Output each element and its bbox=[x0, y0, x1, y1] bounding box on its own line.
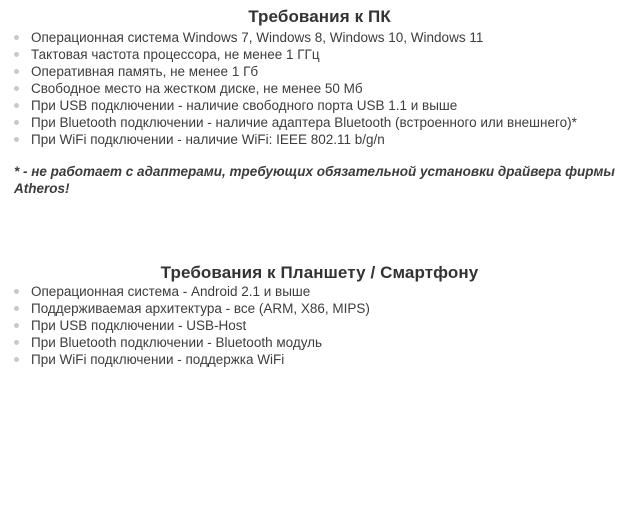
bullet-icon bbox=[14, 323, 19, 328]
list-item bbox=[0, 334, 639, 351]
footnote-atheros: * - не работает с адаптерами, требующих обязательной установки драйвера фирмы Atheros! bbox=[14, 164, 615, 196]
list-item bbox=[0, 63, 639, 80]
list-item-text: Свободное место на жестком диске, не менее 50 Мб bbox=[31, 81, 363, 96]
list-item-text: Поддерживаемая архитектура - все (ARM, X86, MIPS) bbox=[31, 300, 370, 316]
bullet-icon bbox=[14, 120, 19, 125]
list-item-text: Оперативная память, не менее 1 Гб bbox=[31, 64, 259, 79]
list-item-text: Тактовая частота процессора, не менее 1 ГГц bbox=[31, 47, 320, 62]
bullet-icon bbox=[14, 357, 19, 362]
list-item-text: Операционная система Windows 7, Windows 8, Windows 10, Windows 11 bbox=[31, 30, 484, 45]
section-divider-space bbox=[0, 211, 639, 263]
list-item bbox=[0, 29, 639, 46]
list-item-text: При WiFi подключении - поддержка WiFi bbox=[31, 351, 285, 367]
list-item-text: При Bluetooth подключении - Bluetooth модуль bbox=[31, 334, 323, 350]
section-tablet-requirements bbox=[0, 263, 639, 368]
list-item-text: При WiFi подключении - наличие WiFi: IEEE 802.11 b/g/n bbox=[31, 132, 385, 147]
list-item bbox=[0, 351, 639, 368]
list-item bbox=[0, 131, 639, 148]
section-title-pc: Требования к ПК bbox=[248, 7, 391, 26]
bullet-icon bbox=[14, 52, 19, 57]
bullet-icon bbox=[14, 306, 19, 311]
bullet-icon bbox=[14, 86, 19, 91]
list-item-text: При USB подключении - наличие свободного порта USB 1.1 и выше bbox=[31, 98, 458, 113]
bullet-icon bbox=[14, 103, 19, 108]
bullet-icon bbox=[14, 340, 19, 345]
list-item-text: При Bluetooth подключении - наличие адаптера Bluetooth (встроенного или внешнего)* bbox=[31, 115, 577, 130]
bullet-icon bbox=[14, 35, 19, 40]
section-title-tablet: Требования к Планшету / Смартфону bbox=[160, 262, 479, 282]
section-pc-requirements bbox=[0, 7, 639, 197]
list-item bbox=[0, 283, 639, 300]
list-item bbox=[0, 80, 639, 97]
list-item-text: Операционная система - Android 2.1 и выше bbox=[31, 283, 311, 299]
list-item-text: При USB подключении - USB-Host bbox=[31, 317, 247, 333]
list-item bbox=[0, 300, 639, 317]
list-item bbox=[0, 46, 639, 63]
bullet-icon bbox=[14, 69, 19, 74]
list-item bbox=[0, 317, 639, 334]
requirements-page bbox=[0, 7, 639, 519]
bullet-icon bbox=[14, 137, 19, 142]
requirements-list-pc bbox=[0, 29, 639, 148]
list-item bbox=[0, 97, 639, 114]
list-item bbox=[0, 114, 639, 131]
requirements-list-tablet bbox=[0, 283, 639, 368]
bullet-icon bbox=[14, 289, 19, 294]
